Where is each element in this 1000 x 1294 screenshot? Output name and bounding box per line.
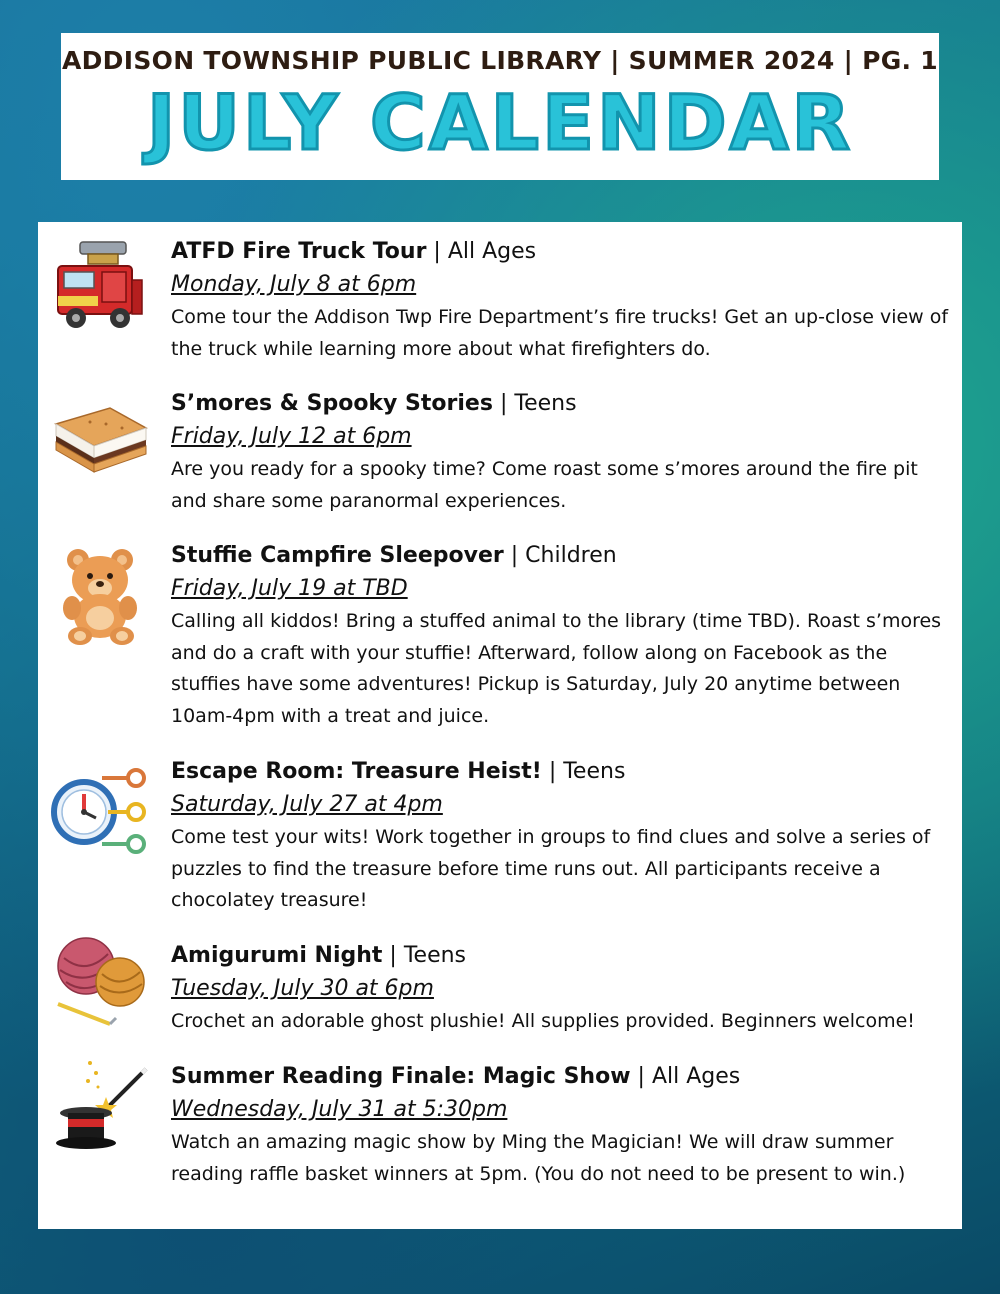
event-description: Come test your wits! Work together in groups to find clues and solve a series of puzzles to find the treasure before time runs out. All participants receive a chocolatey treasure! [171, 826, 931, 912]
event-description: Are you ready for a spooky time? Come roast some s’mores around the fire pit and share some paranormal experiences. [171, 458, 918, 512]
event-name: Amigurumi Night [171, 943, 383, 968]
event-name: Stuffie Campfire Sleepover [171, 543, 504, 568]
library-subtitle: ADDISON TOWNSHIP PUBLIC LIBRARY | SUMMER 2024 | PG. 1 [61, 46, 939, 75]
magic-hat-icon [50, 1053, 150, 1153]
separator: | [548, 759, 557, 784]
event-date: Saturday, July 27 at 4pm [171, 792, 443, 817]
separator: | [510, 543, 519, 568]
event-title [171, 236, 951, 268]
event-list [38, 222, 962, 1229]
header-banner [61, 33, 939, 180]
event-name: Escape Room: Treasure Heist! [171, 759, 542, 784]
event-audience: Teens [563, 759, 626, 784]
fire-truck-icon [50, 236, 150, 336]
smores-icon [50, 394, 150, 494]
event-description: Crochet an adorable ghost plushie! All supplies provided. Beginners welcome! [171, 1010, 915, 1032]
event-audience: All Ages [447, 239, 537, 264]
event-title [171, 940, 951, 972]
separator: | [637, 1064, 645, 1089]
separator: | [389, 943, 397, 968]
event-name: S’mores & Spooky Stories [171, 391, 493, 416]
event-description: Calling all kiddos! Bring a stuffed animal to the library (time TBD). Roast s’mores and do a craft with your stuffie! Afterward, follow along on Facebook as the stuffies have some adventures! Pickup is Saturday, July 20 anytime between 10am-4pm with a treat and juice. [171, 610, 942, 727]
event-audience: Teens [403, 943, 467, 968]
event-audience: All Ages [651, 1064, 741, 1089]
event-date: Friday, July 19 at TBD [171, 576, 408, 601]
event-date: Monday, July 8 at 6pm [171, 272, 417, 297]
separator: | [433, 239, 441, 264]
event-description: Watch an amazing magic show by Ming the Magician! We will draw summer reading raffle basket winners at 5pm. (You do not need to be present to win.) [171, 1131, 906, 1185]
event-audience: Children [525, 543, 617, 568]
event-description: Come tour the Addison Twp Fire Department’s fire trucks! Get an up-close view of the truck while learning more about what firefighters do. [171, 306, 949, 360]
event-title [171, 388, 951, 420]
clock-keys-icon [50, 760, 150, 860]
page-title: JULY CALENDAR [146, 78, 854, 167]
event-audience: Teens [514, 391, 577, 416]
event-date: Friday, July 12 at 6pm [171, 424, 412, 449]
event-title [171, 540, 951, 572]
event-name: ATFD Fire Truck Tour [171, 239, 427, 264]
event-title [171, 1061, 951, 1093]
teddy-bear-icon [50, 546, 150, 646]
event-name: Summer Reading Finale: Magic Show [171, 1064, 631, 1089]
event-date: Wednesday, July 31 at 5:30pm [171, 1097, 508, 1122]
event-date: Tuesday, July 30 at 6pm [171, 976, 434, 1001]
yarn-icon [50, 932, 150, 1032]
separator: | [499, 391, 508, 416]
event-title [171, 756, 951, 788]
